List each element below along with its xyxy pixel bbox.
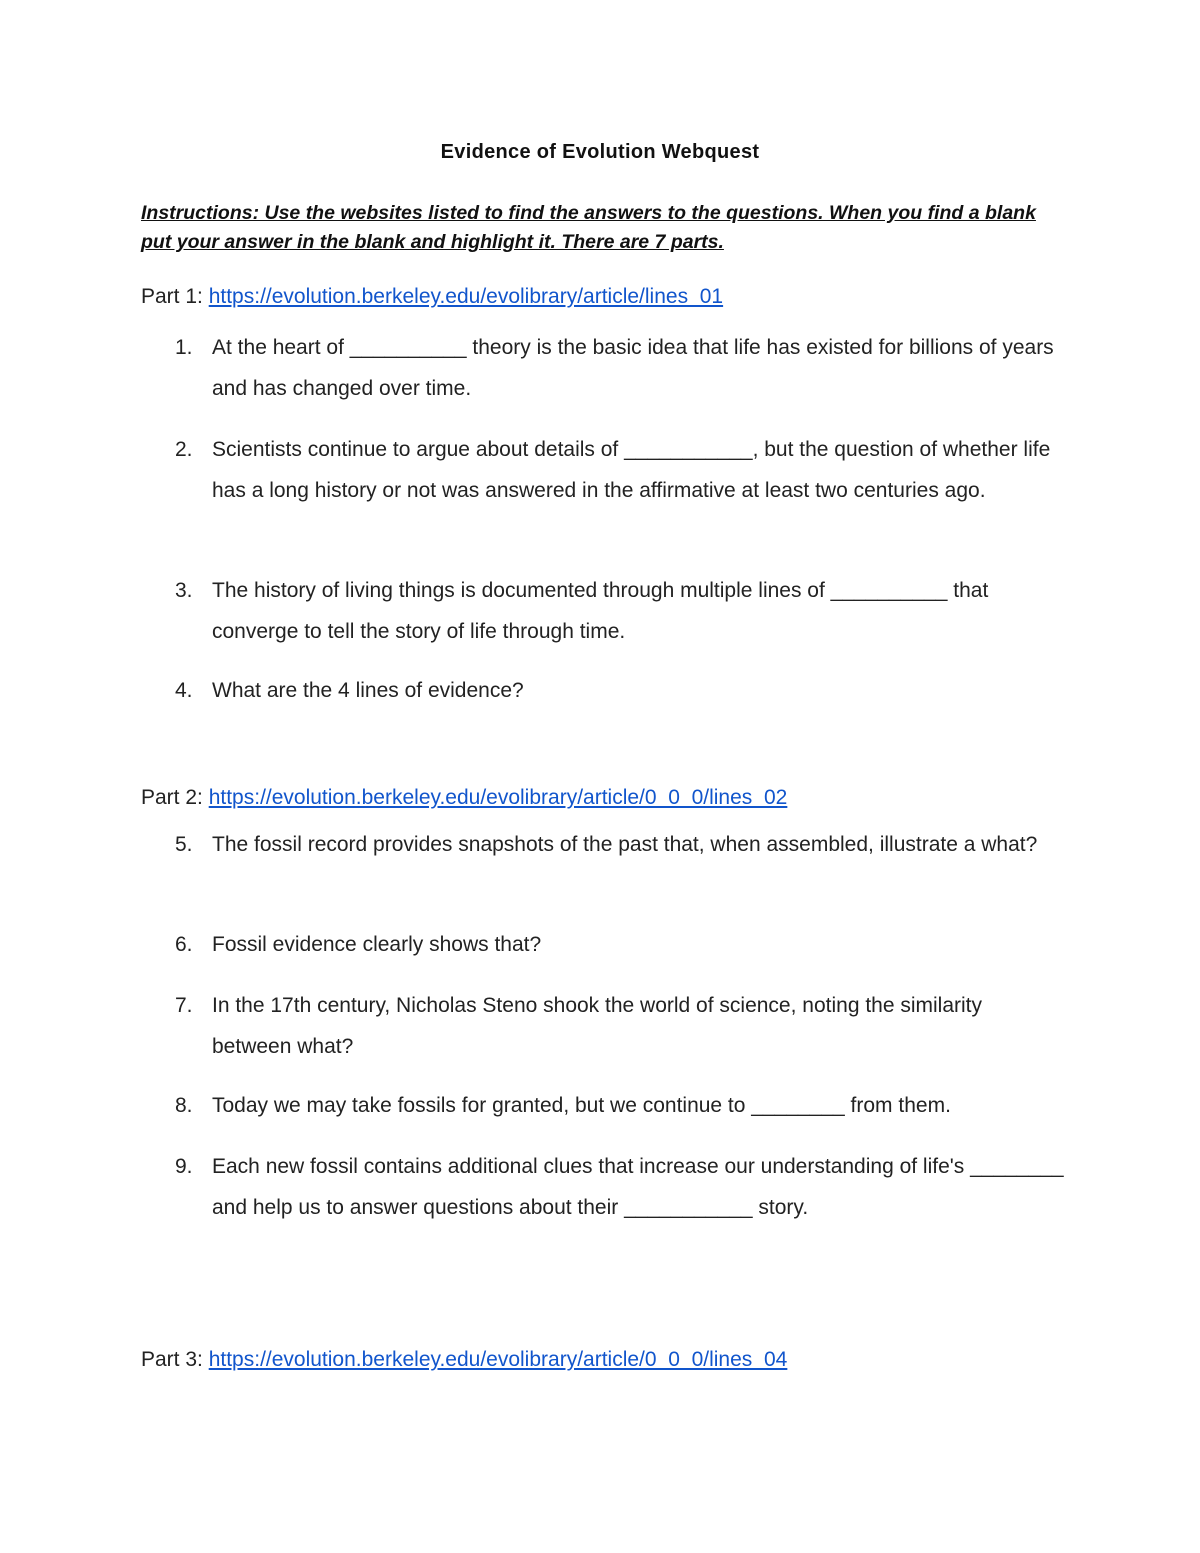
question-text: Scientists continue to argue about details of ___________, but the question of whether life has a long history or not was answered in the affirmative at least two centuries ago. [212,438,1051,502]
part-2-link[interactable]: https://evolution.berkeley.edu/evolibrary/article/0_0_0/lines_02 [208,786,788,809]
question-5 [175,825,1065,866]
question-number: 6. [175,933,193,956]
question-8 [175,1086,1065,1127]
question-text: In the 17th century, Nicholas Steno shook the world of science, noting the similarity between what? [212,994,983,1058]
part-3-label: Part 3: [141,1348,209,1371]
part-2-label: Part 2: [141,786,209,809]
question-number: 9. [175,1155,193,1178]
part-1-label: Part 1: [141,285,209,308]
part-3-link[interactable]: https://evolution.berkeley.edu/evolibrary/article/0_0_0/lines_04 [208,1348,788,1371]
question-2 [175,430,1065,511]
question-number: 7. [175,994,193,1017]
question-4 [175,671,1065,712]
question-text: Each new fossil contains additional clues that increase our understanding of life's ________ and help us to answer questions about their ___________ story. [212,1155,1064,1219]
question-number: 4. [175,679,193,702]
question-7 [175,986,1065,1067]
question-text: Today we may take fossils for granted, but we continue to ________ from them. [212,1094,951,1117]
part-1-heading [141,283,723,311]
question-text: What are the 4 lines of evidence? [212,679,524,702]
question-number: 8. [175,1094,193,1117]
question-9 [175,1147,1065,1228]
question-6 [175,925,1065,966]
question-number: 3. [175,579,193,602]
question-number: 1. [175,336,193,359]
part-2-heading [141,784,787,812]
document-title: Evidence of Evolution Webquest [440,141,760,163]
instructions-text: Instructions: Use the websites listed to find the answers to the questions. When you find a blank put your answer in the blank and highlight it. There are 7 parts. [141,202,1036,253]
question-text: Fossil evidence clearly shows that? [212,933,542,956]
question-text: The history of living things is documented through multiple lines of __________ that converge to tell the story of life through time. [212,579,989,643]
question-text: The fossil record provides snapshots of the past that, when assembled, illustrate a what? [212,833,1038,856]
part-3-heading [141,1346,787,1374]
question-3 [175,571,1065,652]
question-number: 5. [175,833,193,856]
question-number: 2. [175,438,193,461]
part-1-link[interactable]: https://evolution.berkeley.edu/evolibrary/article/lines_01 [208,285,724,308]
question-1 [175,328,1065,409]
question-text: At the heart of __________ theory is the basic idea that life has existed for billions of years and has changed over time. [212,336,1054,400]
